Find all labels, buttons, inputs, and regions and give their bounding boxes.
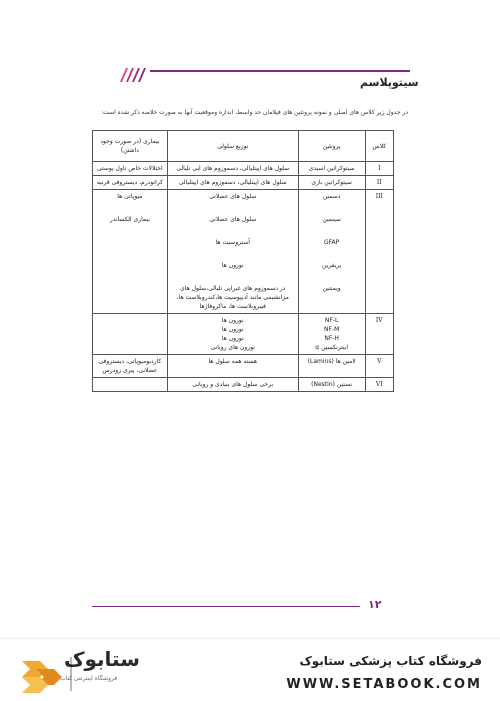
disease-cell-line: کراتودرم، دیستروفی قرنیه (96, 179, 163, 186)
page-header (0, 0, 500, 100)
table-row (93, 378, 394, 392)
distribution-cell-line: نورون ها (221, 262, 244, 269)
filament-classes-table (92, 130, 394, 392)
logo-tagline: فروشگاه اینترنتی کتاب (60, 675, 118, 682)
disease-cell (93, 190, 168, 314)
class-cell: V (365, 355, 393, 378)
protein-cell-line: سیتوکراتین بازی (311, 179, 352, 186)
protein-cell-line: دسمین (322, 193, 341, 200)
table-header-row (93, 131, 394, 162)
header-distribution: توزیع سلولی (167, 131, 298, 162)
protein-cell-line: اینترنکسین α (315, 344, 349, 351)
distribution-cell-line: سلول های عضلانی (209, 216, 257, 223)
store-footer-banner (0, 638, 500, 701)
distribution-cell-line: سلول های اپیتلیالی، دسموزوم های اپی تلیالی (176, 165, 290, 172)
distribution-cell-line: در دسموزوم های غیراپی تلیالی،سلول های مزانشیمی مانند آدیپوسیت ها،کندروبلاست ها، فیبروبلاست ها، ماکروفاژها (176, 285, 289, 310)
protein-cell-line: لامین ها (Lamins) (307, 358, 356, 365)
disease-cell (93, 314, 168, 355)
protein-cell (298, 355, 365, 378)
class-cell: II (365, 176, 393, 190)
intro-paragraph: در جدول زیر کلاس های اصلی و نمونه پروتئین های فیلامان حد واسط، اندازه وموقعیت آنها به صورت خلاصه ذکر شده است: (101, 109, 408, 116)
protein-cell-line: NF-M (324, 326, 340, 333)
table-row (93, 314, 394, 355)
distribution-cell-line: سلول های عضلانی (209, 193, 257, 200)
page-number: ۱۲ (368, 598, 382, 611)
store-name: فروشگاه کتاب پزشکی ستابوک (299, 654, 482, 668)
header-disease: بیماری (در صورت وجود داشتن) (93, 131, 168, 162)
disease-cell (93, 162, 168, 176)
chapter-title: سیتوپلاسم (360, 76, 419, 89)
header-protein: پروتئین (298, 131, 365, 162)
chapter-ornament-icon (118, 66, 152, 84)
distribution-cell-line: نورون ها (221, 326, 244, 333)
distribution-cell (167, 190, 298, 314)
protein-cell-line: NF-H (324, 335, 339, 342)
distribution-cell (167, 355, 298, 378)
disease-cell (93, 176, 168, 190)
class-cell: III (365, 190, 393, 314)
protein-cell-line: NF-L (324, 317, 339, 324)
distribution-cell-line: آستروسیت ها (215, 239, 250, 246)
protein-cell-line: GFAP (324, 239, 340, 246)
header-class: کلاس (365, 131, 393, 162)
table-row (93, 355, 394, 378)
disease-cell (93, 378, 168, 392)
distribution-cell-line: هسته همه سلول ها (208, 358, 258, 365)
protein-cell-line: سینمین (322, 216, 341, 223)
distribution-cell-line: نورون های رویانی (210, 344, 255, 351)
distribution-cell (167, 176, 298, 190)
distribution-cell (167, 314, 298, 355)
class-cell: I (365, 162, 393, 176)
footer-rule (92, 606, 360, 607)
protein-cell-line: سیتوکراتین اسیدی (308, 165, 355, 172)
protein-cell-line: نستین (Nestin) (311, 381, 353, 388)
table-row (93, 162, 394, 176)
disease-cell-line: میوپاتی ها (117, 193, 143, 200)
logo-wordmark: ستابوک (64, 647, 140, 671)
protein-cell-line: ویمنتین (322, 285, 341, 292)
distribution-cell-line: نورون ها (221, 335, 244, 342)
table-row (93, 176, 394, 190)
distribution-cell-line: برخی سلول های بنیادی و رویانی (192, 381, 274, 388)
store-url[interactable]: WWW.SETABOOK.COM (286, 677, 482, 692)
class-cell: VI (365, 378, 393, 392)
protein-cell (298, 162, 365, 176)
distribution-cell-line: نورون ها (221, 317, 244, 324)
table-row (93, 190, 394, 314)
header-rule (150, 70, 410, 72)
disease-cell-line: بیماری الکساندر (109, 216, 150, 223)
protein-cell-line: پریفرین (322, 262, 342, 269)
disease-cell-line: اختلالات خاص تاول پوستی (97, 165, 163, 172)
distribution-cell (167, 378, 298, 392)
protein-cell (298, 190, 365, 314)
distribution-cell-line: سلول های اپیتلیالی، دسموزوم های اپیتلیالی (178, 179, 287, 186)
disease-cell (93, 355, 168, 378)
protein-cell (298, 378, 365, 392)
protein-cell (298, 314, 365, 355)
protein-cell (298, 176, 365, 190)
distribution-cell (167, 162, 298, 176)
class-cell: IV (365, 314, 393, 355)
filament-table (92, 130, 394, 392)
disease-cell-line: کاردیومیوپاتی، دیستروفی عضلانی، پیری زودرس (98, 358, 162, 374)
